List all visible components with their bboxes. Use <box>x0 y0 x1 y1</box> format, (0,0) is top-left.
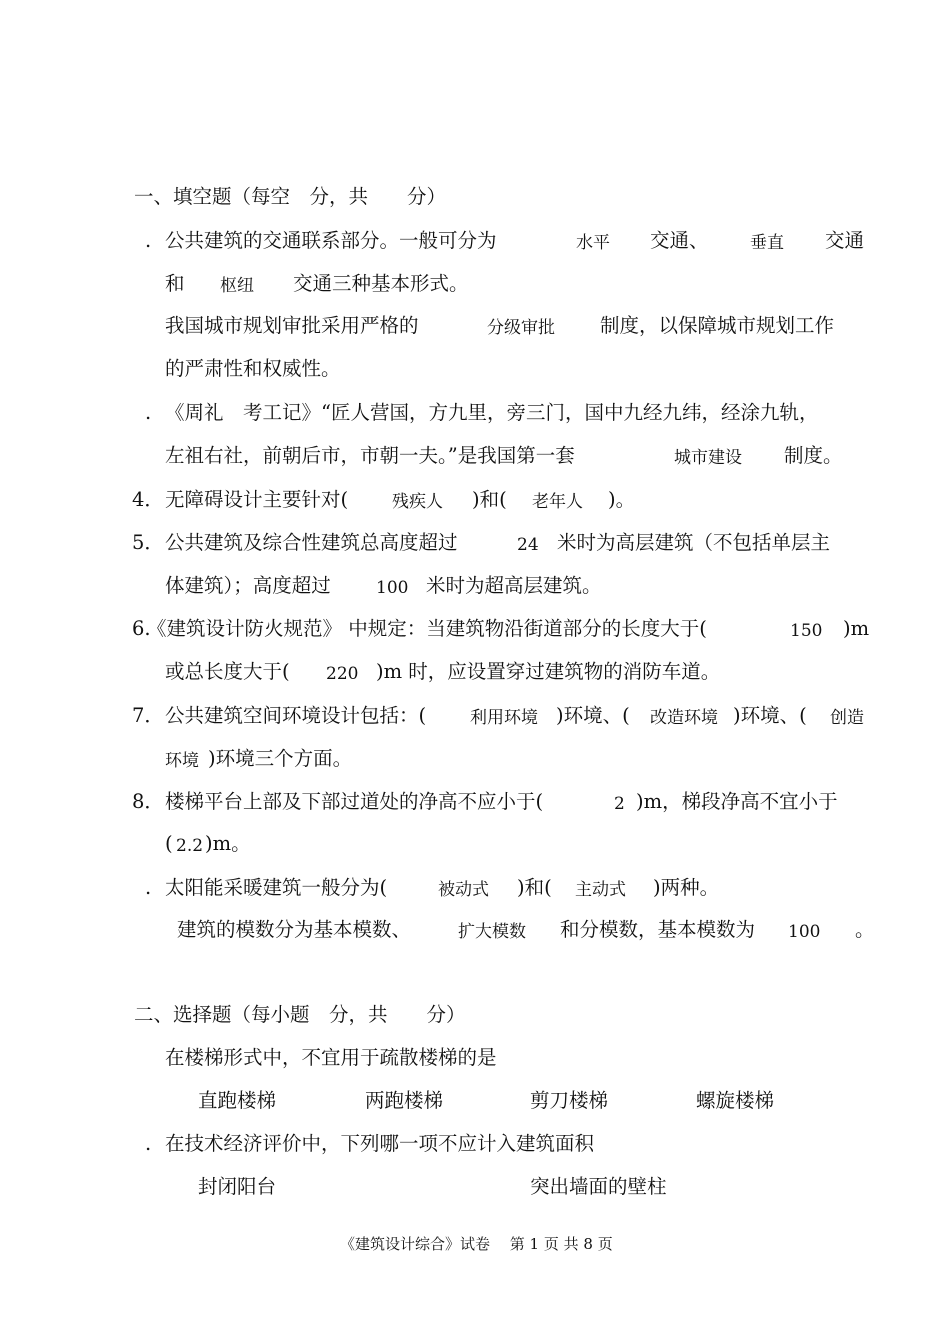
s2-q1-option-b: 两跑楼梯 <box>365 1089 444 1112</box>
s2-q2-number: . <box>145 1132 152 1155</box>
s2-q1-option-c: 剪刀楼梯 <box>530 1089 609 1112</box>
q8-text-d: )m。 <box>205 832 251 855</box>
q1-number: . <box>145 229 152 252</box>
q9-answer-2: 主动式 <box>575 880 626 900</box>
q4-answer-2: 老年人 <box>532 492 583 512</box>
q6-text-a: 《建筑设计防火规范》 中规定：当建筑物沿街道部分的长度大于( <box>147 617 707 640</box>
q2-answer-1: 分级审批 <box>487 318 555 338</box>
q4-number: 4． <box>132 488 164 511</box>
q3-answer-1: 城市建设 <box>674 448 742 468</box>
q8-answer-2: 2.2 <box>176 836 204 856</box>
q10-answer-2: 100 <box>788 922 821 942</box>
s2-q1-text: 在楼梯形式中，不宜用于疏散楼梯的是 <box>165 1046 497 1069</box>
q3-text-b: 左祖右社，前朝后市，市朝一夫。”是我国第一套 <box>165 444 575 467</box>
q5-text-a: 公共建筑及综合性建筑总高度超过 <box>165 531 458 554</box>
q7-text-c: )环境、( <box>733 704 807 727</box>
q3-number: . <box>145 401 152 424</box>
s2-q1-option-d: 螺旋楼梯 <box>696 1089 775 1112</box>
q8-text-a: 楼梯平台上部及下部过道处的净高不应小于( <box>165 790 544 813</box>
section1-title: 一、填空题（每空 分，共 分） <box>134 185 447 208</box>
q9-text-b: )和( <box>517 876 552 899</box>
q4-text-a: 无障碍设计主要针对( <box>165 488 349 511</box>
q10-text-a: 建筑的模数分为基本模数、 <box>177 918 412 941</box>
q6-text-d: )m 时，应设置穿过建筑物的消防车道。 <box>376 660 721 683</box>
q7-text-d: )环境三个方面。 <box>208 747 353 770</box>
q10-answer-1: 扩大模数 <box>458 922 526 942</box>
q2-text-b: 制度，以保障城市规划工作 <box>600 314 835 337</box>
page-footer: 《建筑设计综合》试卷 第 1 页 共 8 页 <box>340 1235 613 1253</box>
q9-text-c: )两种。 <box>653 876 720 899</box>
q1-text-e: 交通三种基本形式。 <box>293 272 469 295</box>
section2-title: 二、选择题（每小题 分，共 分） <box>134 1003 466 1026</box>
q10-text-b: 和分模数，基本模数为 <box>560 918 756 941</box>
q6-answer-1: 150 <box>790 621 823 641</box>
q8-number: 8． <box>132 790 164 813</box>
s2-q1-option-a: 直跑楼梯 <box>198 1089 277 1112</box>
q3-text-c: 制度。 <box>784 444 843 467</box>
q6-number: 6. <box>132 617 151 640</box>
q10-text-c: 。 <box>855 918 875 941</box>
q7-answer-3a: 创造 <box>830 708 864 728</box>
q7-answer-2: 改造环境 <box>650 708 718 728</box>
q5-answer-1: 24 <box>517 535 539 555</box>
q1-answer-2: 垂直 <box>750 233 784 253</box>
q3-text-a: 《周礼 考工记》“匠人营国，方九里，旁三门，国中九经九纬，经涂九轨， <box>165 401 819 424</box>
q8-answer-1: 2 <box>614 794 625 814</box>
q6-answer-2: 220 <box>326 664 359 684</box>
q7-number: 7． <box>132 704 164 727</box>
q6-text-b: )m <box>843 617 870 640</box>
q4-answer-1: 残疾人 <box>392 492 443 512</box>
q1-text-a: 公共建筑的交通联系部分。一般可分为 <box>165 229 497 252</box>
q5-text-c: 体建筑）；高度超过 <box>165 574 331 597</box>
s2-q2-option-b: 突出墙面的壁柱 <box>530 1175 667 1198</box>
q4-text-b: )和( <box>472 488 507 511</box>
q1-text-c: 交通 <box>825 229 865 252</box>
q5-text-b: 米时为高层建筑（不包括单层主 <box>557 531 831 554</box>
q1-answer-1: 水平 <box>576 233 610 253</box>
q7-text-b: )环境、( <box>556 704 630 727</box>
s2-q2-option-a: 封闭阳台 <box>198 1175 277 1198</box>
q7-text-a: 公共建筑空间环境设计包括：( <box>165 704 427 727</box>
q4-text-c: )。 <box>608 488 636 511</box>
q2-text-a: 我国城市规划审批采用严格的 <box>165 314 419 337</box>
q8-text-c: ( <box>165 832 173 855</box>
q1-text-b: 交通、 <box>650 229 709 252</box>
q1-answer-3: 枢纽 <box>220 276 254 296</box>
q9-number: . <box>145 876 152 899</box>
s2-q2-text: 在技术经济评价中，下列哪一项不应计入建筑面积 <box>165 1132 595 1155</box>
q5-number: 5． <box>132 531 164 554</box>
q6-text-c: 或总长度大于( <box>165 660 290 683</box>
q9-answer-1: 被动式 <box>438 880 489 900</box>
q8-text-b: )m，梯段净高不宜小于 <box>636 790 838 813</box>
q5-text-d: 米时为超高层建筑。 <box>426 574 602 597</box>
q7-answer-3b: 环境 <box>165 751 199 771</box>
q5-answer-2: 100 <box>376 578 409 598</box>
q9-text-a: 太阳能采暖建筑一般分为( <box>165 876 388 899</box>
q2-text-c: 的严肃性和权威性。 <box>165 357 341 380</box>
q1-text-d: 和 <box>165 272 185 295</box>
q7-answer-1: 利用环境 <box>470 708 538 728</box>
